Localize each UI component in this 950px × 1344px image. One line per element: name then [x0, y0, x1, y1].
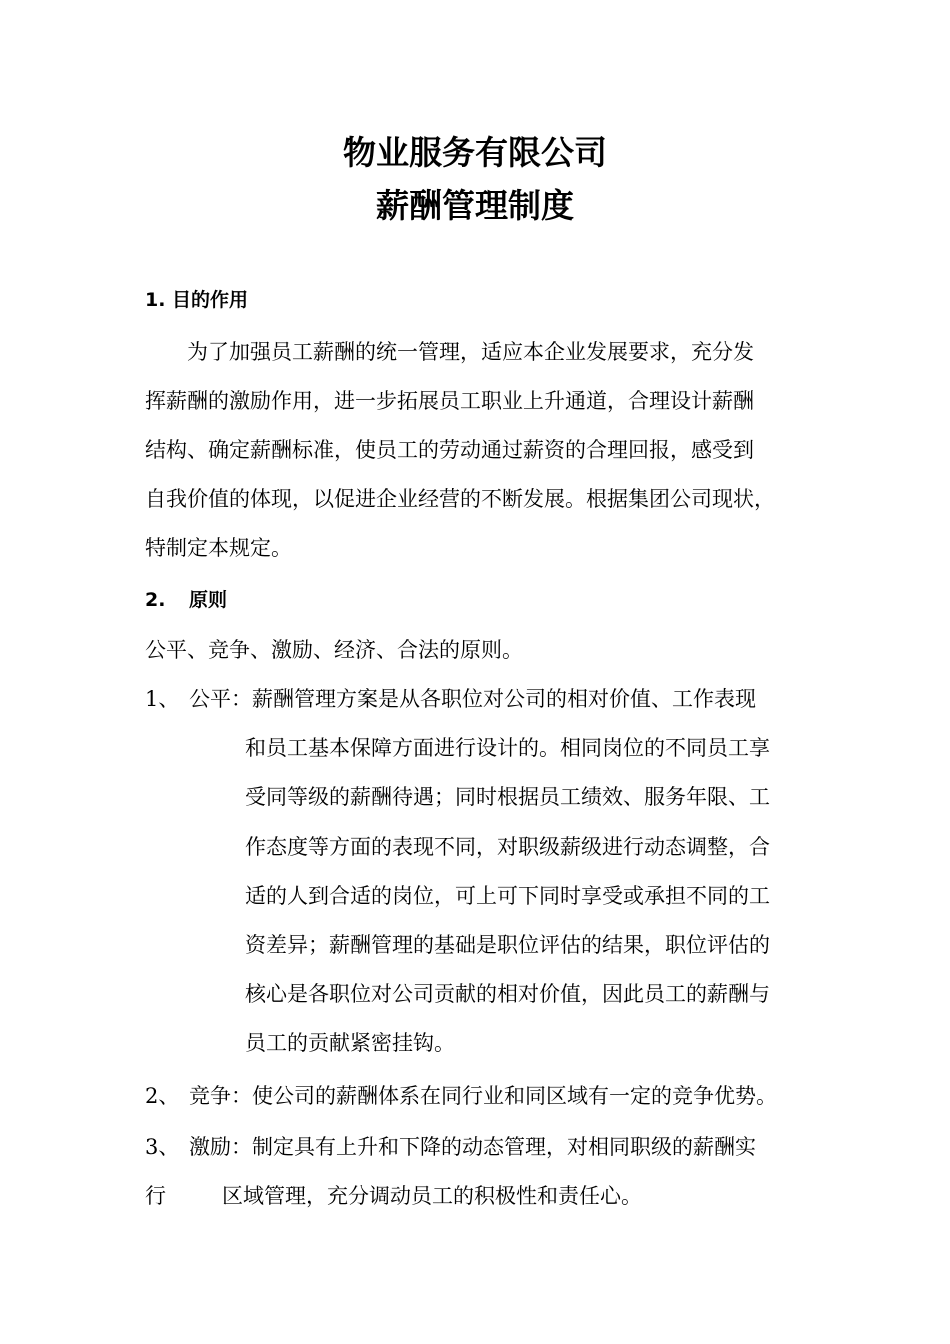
- paragraph-line: 为了加强员工薪酬的统一管理，适应本企业发展要求，充分发: [187, 340, 754, 364]
- paragraph-line: 挥薪酬的激励作用，进一步拓展员工职业上升通道，合理设计薪酬: [145, 389, 754, 413]
- section-1-heading: 1. 目的作用: [145, 289, 249, 311]
- list-item-3-continuation-start: 行: [145, 1184, 166, 1208]
- list-item-1-line: 适的人到合适的岗位，可上可下同时享受或承担不同的工: [245, 884, 770, 908]
- list-item-3-number: 3、: [145, 1135, 180, 1159]
- paragraph-line: 自我价值的体现，以促进企业经营的不断发展。根据集团公司现状，: [145, 487, 775, 511]
- list-item-3-continuation: 区域管理，充分调动员工的积极性和责任心。: [222, 1184, 642, 1208]
- list-item-1-line: 核心是各职位对公司贡献的相对价值，因此员工的薪酬与: [245, 982, 770, 1006]
- section-2-heading: 原则: [189, 589, 228, 611]
- list-item-1-line: 受同等级的薪酬待遇；同时根据员工绩效、服务年限、工: [245, 785, 770, 809]
- list-item-1-line: 和员工基本保障方面进行设计的。相同岗位的不同员工享: [245, 736, 770, 760]
- section-2-number: 2.: [145, 589, 166, 611]
- list-item-1-line: 公平：薪酬管理方案是从各职位对公司的相对价值、工作表现: [189, 687, 756, 711]
- document-title: 物业服务有限公司: [343, 133, 607, 172]
- list-item-1-line: 员工的贡献紧密挂钩。: [245, 1031, 455, 1055]
- list-item-1-number: 1、: [145, 687, 180, 711]
- paragraph-line: 结构、确定薪酬标准，使员工的劳动通过薪资的合理回报，感受到: [145, 438, 754, 462]
- list-item-1-line: 资差异；薪酬管理的基础是职位评估的结果，职位评估的: [245, 933, 770, 957]
- principles-intro: 公平、竞争、激励、经济、合法的原则。: [145, 638, 523, 662]
- list-item-2-number: 2、: [145, 1084, 180, 1108]
- list-item-1-line: 作态度等方面的表现不同，对职级薪级进行动态调整，合: [245, 835, 770, 859]
- list-item-2-text: 竞争：使公司的薪酬体系在同行业和同区域有一定的竞争优势。: [189, 1084, 777, 1108]
- paragraph-line: 特制定本规定。: [145, 536, 292, 560]
- document-subtitle: 薪酬管理制度: [376, 186, 574, 225]
- list-item-3-text: 激励：制定具有上升和下降的动态管理，对相同职级的薪酬实: [189, 1135, 756, 1159]
